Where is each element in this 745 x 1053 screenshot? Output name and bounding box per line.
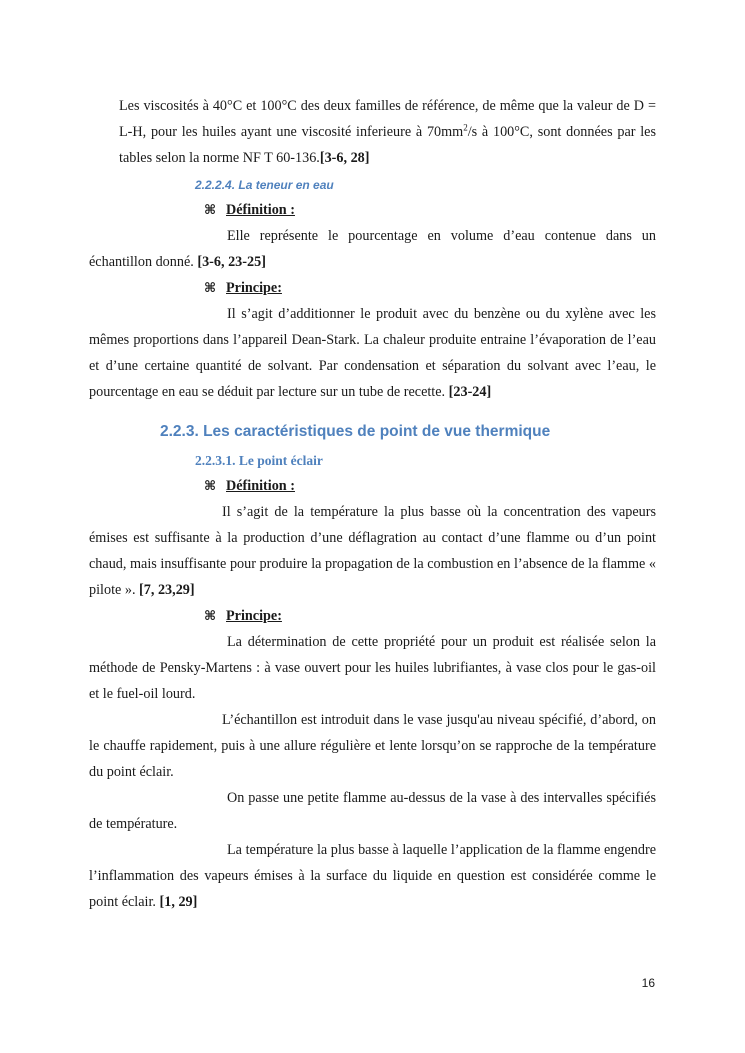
principe-label: Principe: — [226, 280, 282, 296]
citation: [1, 29] — [159, 894, 198, 910]
principe-label: Principe: — [226, 608, 282, 624]
intro-paragraph — [89, 93, 656, 171]
intro-text-b: /s à 100°C, sont données par les tables selon la norme NF T 60-136. — [119, 124, 656, 166]
definition-bullet — [204, 197, 656, 223]
definition-text: Elle représente le pourcentage en volume d’eau contenue dans un échantillon donné. — [89, 228, 656, 270]
paragraph-4-text: La température la plus basse à laquelle l’application de la flamme engendre l’inflammation des vapeurs émises à la surface du liquide en question est considérée comme le point éclair. — [89, 842, 656, 910]
paragraph-2: L’échantillon est introduit dans le vase jusqu'au niveau spécifié, d’abord, on le chauffe rapidement, puis à une allure régulière et lente lorsqu’on se rapproche de la température du point éclair. — [89, 712, 656, 780]
principe-bullet — [204, 603, 656, 629]
command-key-icon: ⌘ — [204, 281, 217, 296]
definition-label: Définition : — [226, 202, 295, 218]
citation: [23-24] — [448, 384, 492, 400]
definition-paragraph — [89, 499, 656, 603]
section-heading-2224: 2.2.2.4. La teneur en eau — [195, 178, 334, 192]
principe-paragraph — [89, 301, 656, 405]
intro-text-a: Les viscosités à 40°C et 100°C des deux familles de référence, de même que la valeur de D = L-H, pour les huiles ayant une viscosité inferieure à 70mm — [119, 98, 656, 140]
command-key-icon: ⌘ — [204, 203, 217, 218]
citation: [3-6, 23-25] — [197, 254, 266, 270]
definition-bullet — [204, 473, 656, 499]
definition-label: Définition : — [226, 478, 295, 494]
paragraph-3: On passe une petite flamme au-dessus de la vase à des intervalles spécifiés de température. — [89, 790, 656, 832]
citation: [7, 23,29] — [139, 582, 195, 598]
page-content — [89, 93, 656, 915]
paragraph-1: La détermination de cette propriété pour un produit est réalisée selon la méthode de Pensky-Martens : à vase ouvert pour les huiles lubrifiantes, à vase clos pour le gas-oil et le fuel-oil lourd. — [89, 634, 656, 702]
definition-paragraph — [89, 223, 656, 275]
section-heading-2231: 2.2.3.1. Le point éclair — [195, 453, 323, 468]
principe-text: Il s’agit d’additionner le produit avec du benzène ou du xylène avec les mêmes proportions dans l’appareil Dean-Stark. La chaleur produite entraine l’évaporation de l’eau et d’une certaine quantité de solvant. Par condensation et séparation du solvant avec l’eau, le pourcentage en eau se déduit par lecture sur un tube de recette. — [89, 306, 656, 400]
command-key-icon: ⌘ — [204, 609, 217, 624]
paragraph-4 — [89, 837, 656, 915]
page-number: 16 — [641, 976, 655, 990]
command-key-icon: ⌘ — [204, 479, 217, 494]
superscript: 2 — [463, 122, 468, 133]
citation: [3-6, 28] — [319, 150, 370, 166]
principe-bullet — [204, 275, 656, 301]
section-heading-223: 2.2.3. Les caractéristiques de point de vue thermique — [160, 423, 551, 440]
definition-text: Il s’agit de la température la plus basse où la concentration des vapeurs émises est suffisante à la production d’une déflagration au contact d’une flamme ou d’un point chaud, mais insuffisante pour produire la propagation de la combustion en l’absence de la flamme « pilote ». — [89, 504, 656, 598]
